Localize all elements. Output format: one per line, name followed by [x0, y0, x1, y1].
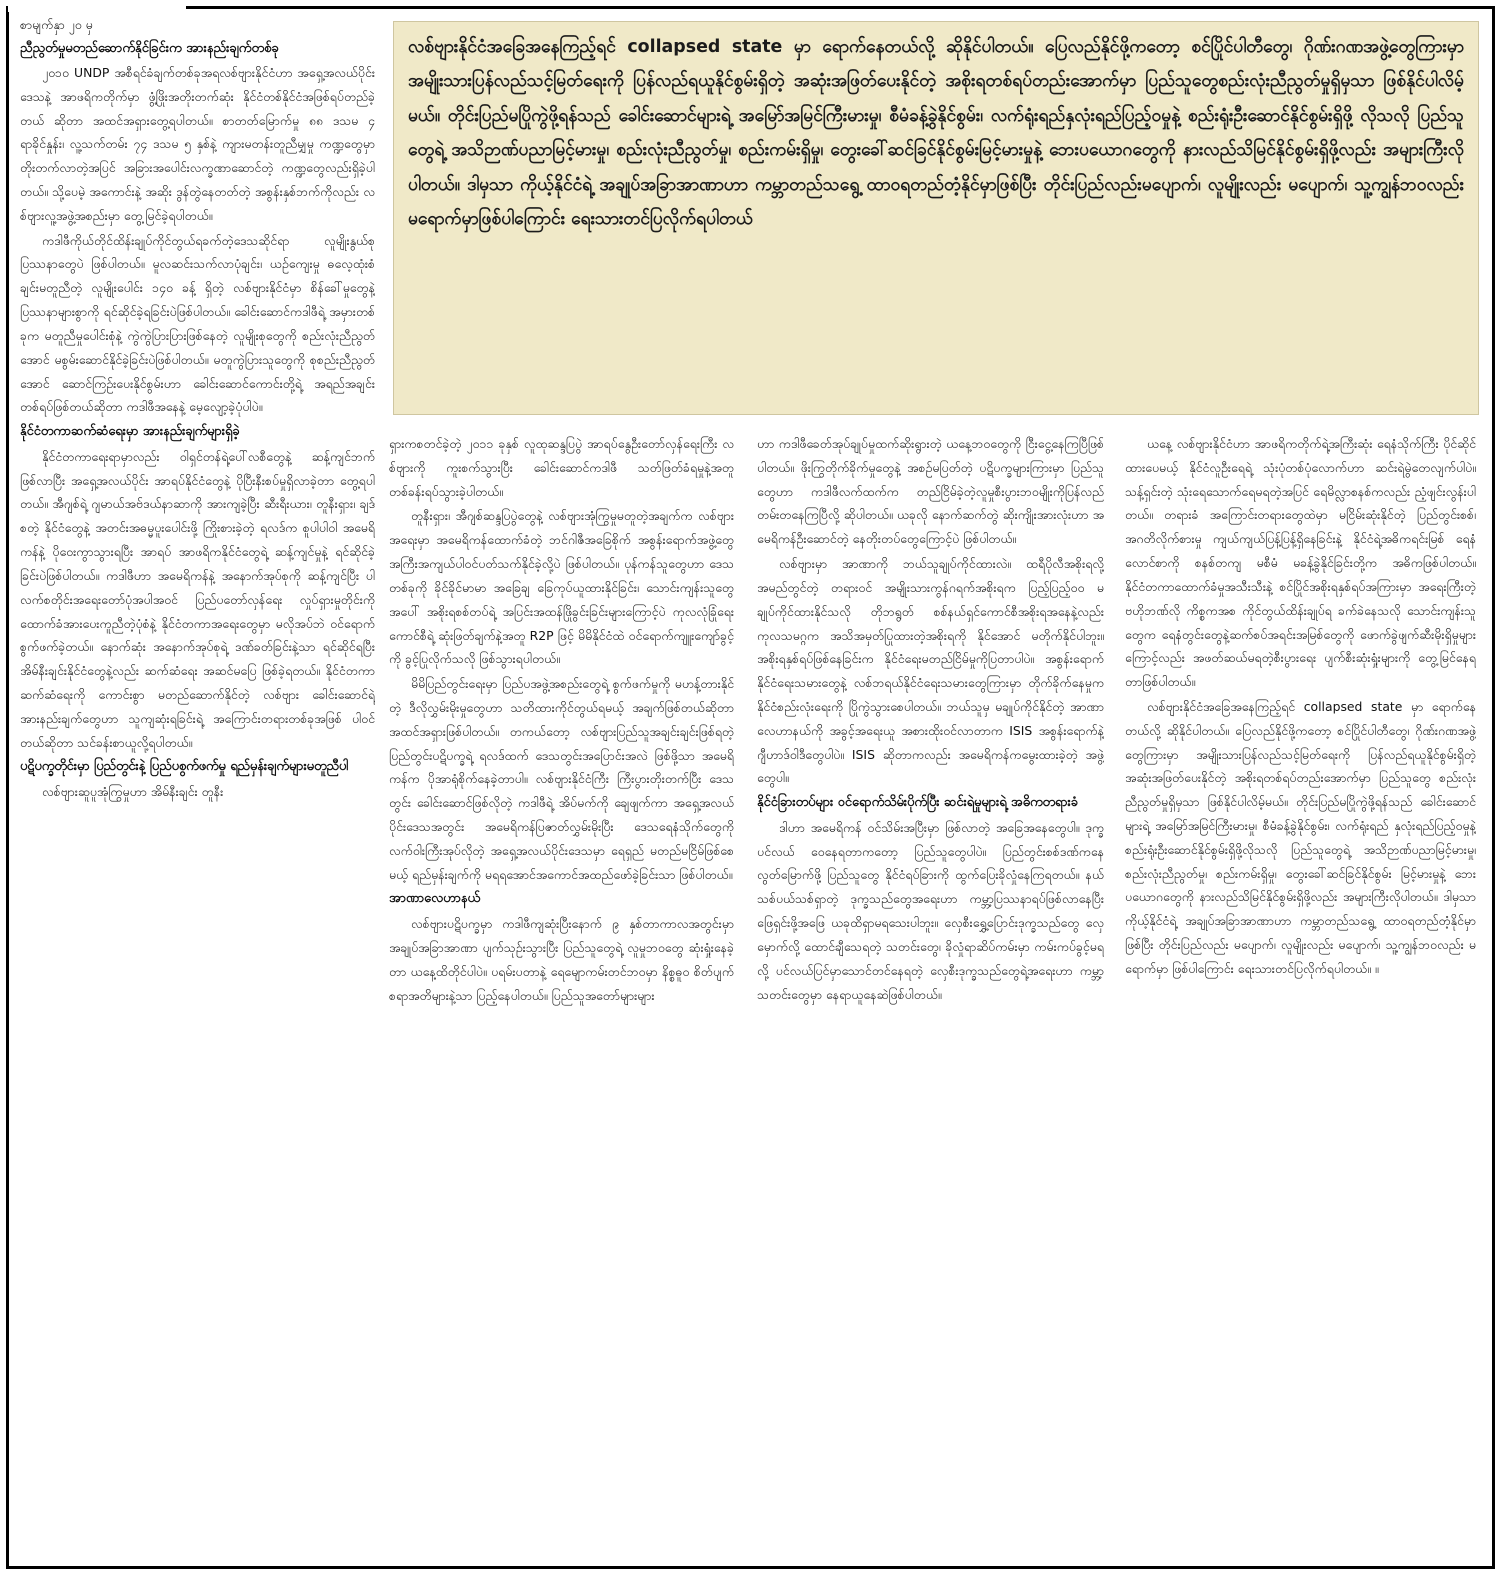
paragraph: ကဒါဖီကိုယ်တိုင်ထိန်းချုပ်ကိုင်တွယ်ရခက်တဲ့ဒေသဆိုင်ရာ လူမျိုးနွယ်စုပြဿနာတွေပဲ ဖြစ်ပါတယ်။ မူလဆင်းသက်လာပုံချင်း၊ ယဉ်ကျေးမှု ဓလေ့ထုံးစံချင်းမတူညီတဲ့ လူမျိုးပေါင်း ၁၄၀ ခန့် ရှိတဲ့ လစ်ဗျားနိုင်ငံမှာ စိန်ခေါ်မှုတွေနဲ့ ပြဿနာများစွာကို ရင်ဆိုင်ခဲ့ရခြင်းပဲဖြစ်ပါတယ်။ ခေါင်းဆောင်ကဒါဖီရဲ့ အမှားတစ်ခုက မတူညီမှုပေါင်းစုံနဲ့ ကွဲကွဲပြားပြားဖြစ်နေတဲ့ လူမျိုးစုတွေကို စည်းလုံးညီညွတ်အောင် မစွမ်းဆောင်နိုင်ခဲ့ခြင်းပဲဖြစ်ပါတယ်။ မတူကွဲပြားသူတွေကို စုစည်းညီညွတ်အောင် ဆောင်ကြဉ်းပေးနိုင်စွမ်းဟာ ခေါင်းဆောင်ကောင်းတို့ရဲ့ အရည်အချင်းတစ်ရပ်ဖြစ်တယ်ဆိုတာ ကဒါဖီအနေနဲ့ မေ့လျော့ခဲ့ပုံပါပဲ။ — [20, 232, 375, 415]
paragraph: ၂၀၁၀ UNDP အစီရင်ခံချက်တစ်ခုအရလစ်ဗျားနိုင်ငံဟာ အရှေ့အလယ်ပိုင်းဒေသနဲ့ အာဖရိကတိုက်မှာ ဖွံ့ဖြိုးအတိုးတက်ဆုံး နိုင်ငံတစ်နိုင်ငံအဖြစ်ရပ်တည်ခဲ့တယ် ဆိုတာ အထင်အရှားတွေ့ရပါတယ်။ စာတတ်မြောက်မှု ၈၈ ဒသမ ၄ ရာခိုင်နှုန်း၊ လူ့သက်တမ်း ၇၄ ဒသမ ၅ နှစ်နဲ့ ကျားမတန်းတူညီမျှမှု ကဏ္ဍတွေမှာ တိုးတက်လာတဲ့အပြင် အခြားအပေါင်းလက္ခဏာဆောင်တဲ့ ကဏ္ဍတွေလည်းရှိခဲ့ပါတယ်။ သို့ပေမဲ့ အကောင်းနဲ့ အဆိုး ဒွန်တွဲနေတတ်တဲ့ အစွန်းနှစ်ဘက်ကိုလည်း လစ်ဗျားလူ့အဖွဲ့အစည်းမှာ တွေ့မြင်ခဲ့ရပါတယ်။ — [20, 64, 375, 223]
paragraph: ရှားကစတင်ခဲ့တဲ့ ၂၀၁၁ ခုနှစ် လူထုဆန္ဒပြပွဲ အာရပ်နွေဦးတော်လှန်ရေးကြီး လစ်ဗျားကို ကူးစက်သွားပြီး ခေါင်းဆောင်ကဒါဖီ သတ်ဖြတ်ခံရမှုနဲ့အတူ တစ်ခန်းရပ်သွားခဲ့ပါတယ်။ — [389, 436, 734, 499]
sub-heading: ပဋိပက္ခတိုင်းမှာ ပြည်တွင်းနဲ့ ပြည်ပစွက်ဖက်မှု ရည်မှန်းချက်များမတူညီပါ — [20, 759, 349, 775]
paragraph: လစ်ဗျားနိုင်ငံအခြေအနေကြည့်ရင် collapsed state မှာ ရောက်နေတယ်လို့ ဆိုနိုင်ပါတယ်။ ပြေလည်နိုင်ဖို့ကတော့ စင်ပြိုင်ပါတီတွေ၊ ဂိုဏ်းဂဏအဖွဲ့တွေကြားမှာ အမျိုးသားပြန်လည်သင့်မြတ်ရေးကို ပြန်လည်ရယူနိုင်စွမ်းရှိတဲ့ အဆုံးအဖြတ်ပေးနိုင်တဲ့ အစိုးရတစ်ရပ်တည်းအောက်မှာ ပြည်သူတွေ စည်းလုံးညီညွတ်မှုရှိမှသာ ဖြစ်နိုင်ပါလိမ့်မယ်။ တိုင်းပြည်မပြိုကွဲဖို့ရန်သည် ခေါင်းဆောင်များရဲ့ အမြော်အမြင်ကြီးမားမှု၊ စီမံခန့်ခွဲနိုင်စွမ်း၊ လက်ရုံးရည် နှလုံးရည်ပြည့်ဝမှုနဲ့ စည်းရုံးဦးဆောင်နိုင်စွမ်းရှိဖို့လိုသလို ပြည်သူတွေရဲ့ အသိဉာဏ်ပညာမြင့်မားမှု၊ စည်းလုံးညီညွတ်မှု၊ စည်းကမ်းရှိမှု၊ တွေးခေါ်ဆင်ခြင်နိုင်စွမ်း မြင့်မားမှုနဲ့ ဘေးပယောဂတွေကို နားလည်သိမြင်နိုင်စွမ်းရှိဖို့လည်း အများကြီးလိုပါတယ်။ ဒါမှသာ ကိုယ့်နိုင်ငံရဲ့ အချုပ်အခြာအာဏာဟာ ကမ္ဘာတည်သရွေ့ ထာဝရတည်တံ့နိုင်မှာဖြစ်ပြီး တိုင်းပြည်လည်း မပျောက်၊ လူမျိုးလည်း မပျောက်၊ သူ့ကျွန်ဘဝလည်း မရောက်မှာ ဖြစ်ပါကြောင်း ရေးသားတင်ပြလိုက်ရပါတယ်။ ။ — [1125, 698, 1476, 976]
paragraph: ယနေ့ လစ်ဗျားနိုင်ငံဟာ အာဖရိကတိုက်ရဲ့အကြီးဆုံး ရေနံသိုက်ကြီး ပိုင်ဆိုင်ထားပေမယ့် နိုင်ငံလူဦးရေရဲ့ သုံးပုံတစ်ပုံလောက်ဟာ ဆင်းရဲမွဲတေလျက်ပါပဲ။ သန့်ရှင်းတဲ့ သုံးရေသောက်ရေမရတဲ့အပြင် ရေမိလ္လာစနစ်ကလည်း ညံ့ဖျင်းလွန်းပါတယ်။ တရားခံ အကြောင်းတရားတွေထဲမှာ မငြိမ်းဆုံးနိုင်တဲ့ ပြည်တွင်းစစ်၊ အဂတိလိုက်စားမှု ကျယ်ကျယ်ပြန့်ပြန့်ရှိနေခြင်းနဲ့ နိုင်ငံရဲ့အဓိကရင်းမြစ် ရေနံလောင်စာကို စနစ်တကျ မစီမံ မခန့်ခွဲနိုင်ခြင်းတို့က အဓိကဖြစ်ပါတယ်။ နိုင်ငံတကာထောက်ခံမှုအသီးသီးနဲ့ စင်ပြိုင်အစိုးရနှစ်ရပ်အကြားမှာ အရေးကြီးတဲ့ ဗဟိုဘဏ်လို ကိစ္စကအစ ကိုင်တွယ်ထိန်းချုပ်ရ ခက်ခဲနေသလို သောင်းကျန်းသူတွေက ရေနံတွင်းတွေနဲ့ဆက်စပ်အရင်းအမြစ်တွေကို ဖောက်ခွဲဖျက်ဆီးမိုးရှိမှုများကြောင့်လည်း အဖတ်ဆယ်မရတဲ့စီးပွားရေး ပျက်စီးဆုံးရှုံးများကို တွေ့မြင်နေရတာဖြစ်ပါတယ်။ — [1125, 436, 1476, 690]
paragraph: တူနီးရှား၊ အီဂျစ်ဆန္ဒပြပွဲတွေနဲ့ လစ်ဗျားအုံကြွမှုမတူတဲ့အချက်က လစ်ဗျားအရေးမှာ အမေရိကန်ထောက်ခံတဲ့ ဘင်ဂါဇီအခြေစိုက် အစွန်းရောက်အဖွဲ့တွေ အကြီးအကျယ်ပါဝင်ပတ်သက်နိုင်ခဲ့လို့ပဲ ဖြစ်ပါတယ်။ ပုန်ကန်သူတွေဟာ ဒေသတစ်ခုကို ခိုင်ခိုင်မာမာ အခြေချ ခြေကုပ်ယူထားနိုင်ခြင်း၊ သောင်းကျန်းသူတွေအပေါ် အစိုးရစစ်တပ်ရဲ့ အပြင်းအထန်ဖြိုခွင်းခြင်းများကြောင့်ပဲ ကုလလုံခြုံရေးကောင်စီရဲ့ ဆုံးဖြတ်ချက်နဲ့အတူ R2P ဖြင့် မိမိနိုင်ငံထဲ ဝင်ရောက်ကျူးကျော်ခွင့်ကို ခွင့်ပြုလိုက်သလို ဖြစ်သွားရပါတယ်။ — [389, 508, 734, 667]
sub-heading: နိုင်ငံခြားတပ်များ ဝင်ရောက်သိမ်းပိုက်ပြီး ဆင်းရဲမှုများရဲ့ အဓိကတရားခံ — [757, 795, 1079, 811]
paragraph: ဟာ ကဒါဖီခေတ်အုပ်ချုပ်မှုထက်ဆိုးရွားတဲ့ ယနေ့ဘဝတွေကို ငြီးငွေ့နေကြပြီဖြစ်ပါတယ်။ ဖိုးကြွတိုက်ခိုက်မှုတွေနဲ့ အစဉ်မပြတ်တဲ့ ပဋိပက္ခများကြားမှာ ပြည်သူတွေဟာ ကဒါဖီလက်ထက်က တည်ငြိမ်ခဲ့တဲ့လူမှုစီးပွားဘဝမျိုးကိုပြန်လည်တမ်းတနေကြပြီလို့ ဆိုပါတယ်။ ယခုလို နောက်ဆက်တွဲ ဆိုးကျိုးအားလုံးဟာ အမေရိကန်ဦးဆောင်တဲ့ နေတိုးတပ်တွေကြောင့်ပဲ ဖြစ်ပါတယ်။ — [757, 436, 1104, 547]
article-column-3 — [757, 432, 1104, 1564]
paragraph: နိုင်ငံတကာရေးရာမှာလည်း ဝါရှင်တန်ရဲ့ပေါ်လစီတွေနဲ့ ဆန့်ကျင်ဘက်ဖြစ်လာပြီး အရှေ့အလယ်ပိုင်း အာရပ်နိုင်ငံတွေနဲ့ ပိုပြီးနီးစပ်မှုရှိလာခဲ့တာ တွေ့ရပါတယ်။ အီဂျစ်ရဲ့ ဂျမာယ်အဗ်ဒယ်နာဆာကို အားကျခဲ့ပြီး ဆီးရီးယား၊ တူနီးရှား၊ ချဒ်စတဲ့ နိုင်ငံတွေနဲ့ အတင်းအဓမ္မပူးပေါင်းဖို့ ကြိုးစားခဲ့တဲ့ ရလဒ်က စူပါပါဝါ အမေရိကန်နဲ့ ပိုဝေးကွာသွားရပြီး အာရပ် အာဖရိကနိုင်ငံတွေရဲ့ ဆန့်ကျင်မှုနဲ့ ရင်ဆိုင်ခဲ့ခြင်းပဲဖြစ်ပါတယ်။ ကဒါဖီဟာ အမေရိကန်နဲ့ အနောက်အုပ်စုကို ဆန့်ကျင်ပြီး ပါလက်စတိုင်းအရေးတော်ပုံအပါအဝင် ပြည်ပတော်လှန်ရေး လှုပ်ရှားမှုတိုင်းကို ထောက်ခံအားပေးကူညီတဲ့ပုံစံနဲ့ နိုင်ငံတကာအရေးတွေမှာ မလိုအပ်ဘဲ ဝင်ရောက်စွက်ဖက်ခဲ့တယ်။ နောက်ဆုံး အနောက်အုပ်စုရဲ့ ဒဏ်ခတ်ခြင်းနဲ့သာ ရင်ဆိုင်ရပြီး အိမ်နီးချင်းနိုင်ငံတွေနဲ့လည်း ဆက်ဆံရေး အဆင်မပြေ ဖြစ်ခဲ့ရတယ်။ နိုင်ငံတကာဆက်ဆံရေးကို ကောင်းစွာ မတည်ဆောက်နိုင်တဲ့ လစ်ဗျား ခေါင်းဆောင်ရဲ့ အားနည်းချက်တွေဟာ သူကျဆုံးရခြင်းရဲ့ အကြောင်းတရားတစ်ခုအဖြစ် ပါဝင်တယ်ဆိုတာ သင်ခန်းစာယူလို့ရပါတယ်။ — [20, 448, 375, 750]
article-column-4 — [1125, 432, 1476, 1564]
paragraph: လစ်ဗျားပဋိပက္ခမှာ ကဒါဖီကျဆုံးပြီးနောက် ၉ နှစ်တာကာလအတွင်းမှာ အချုပ်အခြာအာဏာ ပျက်သုဉ်းသွားပြီး ပြည်သူတွေရဲ့ လူမှုဘဝတွေ ဆုံးရှုံးနေခဲ့တာ ယနေ့ထိတိုင်ပါပဲ။ ပရမ်းပတာနဲ့ ရေမျောကမ်းတင်ဘဝမှာ နိစ္စဓူဝ စိတ်ပျက်စရာအတိများနဲ့သာ ပြည့်နေပါတယ်။ ပြည်သူအတော်များများ — [389, 916, 734, 1003]
article-column-1 — [20, 14, 375, 1562]
sub-heading: နိုင်ငံတကာဆက်ဆံရေးမှာ အားနည်းချက်များရှိခဲ့ — [20, 424, 240, 440]
article-column-2 — [389, 432, 734, 1564]
continued-from-label: စာမျက်နှာ ၂၀ မှ — [20, 17, 93, 32]
top-tab-gap — [8, 0, 186, 12]
pull-quote-box — [393, 21, 1479, 415]
paragraph: လစ်ဗျားဆူပူအုံကြွမှုဟာ အိမ်နီးချင်း တူနီး — [42, 784, 224, 800]
paragraph: လစ်ဗျားမှာ အာဏာကို ဘယ်သူချုပ်ကိုင်ထားလဲ။ ထရီပိုလီအစိုးရလို့အမည်တွင်တဲ့ တရားဝင် အမျိုးသားကွန်ဂရက်အစိုးရက ပြည့်ပြည့်ဝဝ မချုပ်ကိုင်ထားနိုင်သလို တိုဘရွတ် စစ်နယ်ရှင်ကောင်စီအစိုးရအနေနဲ့လည်း ကုလသမဂ္ဂက အသိအမှတ်ပြုထားတဲ့အစိုးရကို နိုင်အောင် မတိုက်နိုင်ပါဘူး။ အစိုးရနှစ်ရပ်ဖြစ်နေခြင်းက နိုင်ငံရေးမတည်ငြိမ်မှုကိုပြတာပါပဲ။ အစွန်းရောက်နိုင်ငံရေးသမားတွေနဲ့ လစ်ဘရယ်နိုင်ငံရေးသမားတွေကြားမှာ တိုက်ခိုက်နေမှုက နိုင်ငံစည်းလုံးရေးကို ပြိုကွဲသွားစေပါတယ်။ ဘယ်သူမှ မချုပ်ကိုင်နိုင်တဲ့ အာဏာလေဟာနယ်ကို အခွင့်အရေးယူ အစားထိုးဝင်လာတာက ISIS အစွန်းရောက်နဲ့ ဂျီဟာဒ်ဝါဒီတွေပါပဲ။ ISIS ဆိုတာကလည်း အမေရိကန်ကမွေးထားခဲ့တဲ့ အဖွဲ့တွေပါ။ — [757, 556, 1104, 786]
sub-heading: အာဏာလေဟာနယ် — [389, 891, 480, 907]
paragraph: မိမိပြည်တွင်းရေးမှာ ပြည်ပအဖွဲ့အစည်းတွေရဲ့ စွက်ဖက်မှုကို မဟန့်တားနိုင်တဲ့ ဒီလိုလွှမ်းမိုးမှုတွေဟာ သတိထားကိုင်တွယ်ရမယ့် အချက်ဖြစ်တယ်ဆိုတာ အထင်အရှားဖြစ်ပါတယ်။ တကယ်တော့ လစ်ဗျားပြည်သူအချင်းချင်းဖြစ်ရတဲ့ ပြည်တွင်းပဋိပက္ခရဲ့ ရလဒ်ထက် ဒေသတွင်းအပြောင်းအလဲ ဖြစ်ဖို့သာ အမေရိကန်က ပိုအာရုံစိုက်နေခဲ့တာပါ။ လစ်ဗျားနိုင်ငံကြီး ကြီးပွားတိုးတက်ပြီး ဒေသတွင်း ခေါင်းဆောင်ဖြစ်လိုတဲ့ ကဒါဖီရဲ့ အိပ်မက်ကို ချေဖျက်ကာ အရှေ့အလယ်ပိုင်းဒေသအတွင်း အမေရိကန်ပြဇာတ်လွှမ်းမိုးပြီး ဒေသရေနံသိုက်တွေကို လက်ဝါးကြီးအုပ်လိုတဲ့ အရှေ့အလယ်ပိုင်းဒေသမှာ ရေရှည် မတည်မငြိမ်ဖြစ်စေမယ့် ရည်မှန်းချက်ကို မရရအောင်အကောင်အထည်ဖော်ခဲ့ခြင်းသာ ဖြစ်ပါတယ်။ — [389, 676, 734, 882]
pull-quote-text: လစ်ဗျားနိုင်ငံအခြေအနေကြည့်ရင် collapsed state မှာ ရောက်နေတယ်လို့ ဆိုနိုင်ပါတယ်။ ပြေလည်နိုင်ဖို့ကတော့ စင်ပြိုင်ပါတီတွေ၊ ဂိုဏ်းဂဏအဖွဲ့တွေကြားမှာ အမျိုးသားပြန်လည်သင့်မြတ်ရေးကို ပြန်လည်ရယူနိုင်စွမ်းရှိတဲ့ အဆုံးအဖြတ်ပေးနိုင်တဲ့ အစိုးရတစ်ရပ်တည်းအောက်မှာ ပြည်သူတွေစည်းလုံးညီညွတ်မှုရှိမှသာ ဖြစ်နိုင်ပါလိမ့်မယ်။ တိုင်းပြည်မပြိုကွဲဖို့ရန်သည် ခေါင်းဆောင်များရဲ့ အမြော်အမြင်ကြီးမားမှု၊ စီမံခန့်ခွဲနိုင်စွမ်း၊ လက်ရုံးရည်နှလုံးရည်ပြည့်ဝမှုနဲ့ စည်းရုံးဦးဆောင်နိုင်စွမ်းရှိဖို့ လိုသလို ပြည်သူတွေရဲ့ အသိဉာဏ်ပညာမြင့်မားမှု၊ စည်းလုံးညီညွတ်မှု၊ စည်းကမ်းရှိမှု၊ တွေးခေါ်ဆင်ခြင်နိုင်စွမ်းမြင့်မားမှုနဲ့ ဘေးပယောဂတွေကို နားလည်သိမြင်နိုင်စွမ်းရှိဖို့လည်း အများကြီးလိုပါတယ်။ ဒါမှသာ ကိုယ့်နိုင်ငံရဲ့ အချုပ်အခြာအာဏာဟာ ကမ္ဘာတည်သရွေ့ ထာဝရတည်တံ့နိုင်မှာဖြစ်ပြီး တိုင်းပြည်လည်းမပျောက်၊ လူမျိုးလည်း မပျောက်၊ သူ့ကျွန်ဘဝလည်း မရောက်မှာဖြစ်ပါကြောင်း ရေးသားတင်ပြလိုက်ရပါတယ် — [408, 37, 1464, 230]
paragraph: ဒါဟာ အမေရိကန် ဝင်သိမ်းအပြီးမှာ ဖြစ်လာတဲ့ အခြေအနေတွေပါ။ ဒုက္ခပင်လယ် ဝေနေရတာကတော့ ပြည်သူတွေပါပဲ။ ပြည်တွင်းစစ်ဒဏ်ကနေ လွတ်မြောက်ဖို့ ပြည်သူတွေ နိုင်ငံရပ်ခြားကို ထွက်ပြေးခိုလှုံနေကြရတယ်။ နယ်သစ်ပယ်သစ်ရှာတဲ့ ဒုက္ခသည်တွေအရေးဟာ ကမ္ဘာ့ပြဿနာရပ်ဖြစ်လာနေပြီး ဖြေရှင်းဖို့အဖြေ ယခုထိရှာမရသေးပါဘူး။ လှေစီးရွှေ့ပြောင်းဒုက္ခသည်တွေ လှေမှောက်လို့ ထောင်ချီသေရတဲ့ သတင်းတွေ၊ ခိုလှုံရာဆိပ်ကမ်းမှာ ကမ်းကပ်ခွင့်မရလို့ ပင်လယ်ပြင်မှာသောင်တင်နေရတဲ့ လှေစီးဒုက္ခသည်တွေရဲ့အရေးဟာ ကမ္ဘာ့သတင်းတွေမှာ နေရာယူနေဆဲဖြစ်ပါတယ်။ — [757, 819, 1104, 1002]
section-headline: ညီညွတ်မှုမတည်ဆောက်နိုင်ခြင်းက အားနည်းချက်တစ်ခု — [20, 40, 279, 56]
